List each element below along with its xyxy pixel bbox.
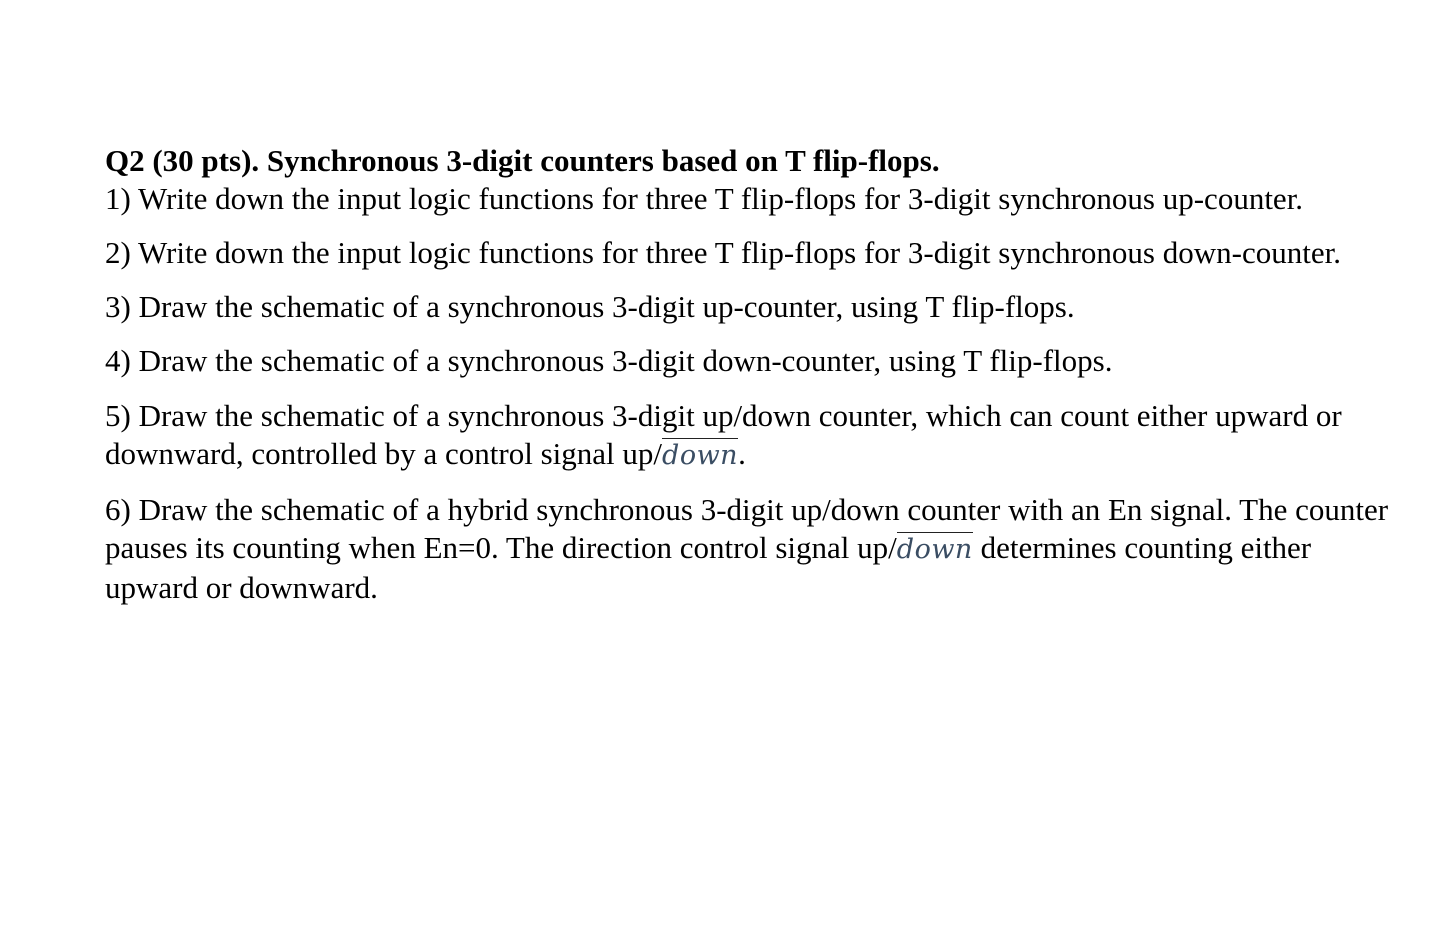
item-5-end: . xyxy=(738,436,746,471)
question-item-4: 4) Draw the schematic of a synchronous 3-digit down-counter, using T flip-flops. xyxy=(105,343,1113,378)
question-item-3: 3) Draw the schematic of a synchronous 3-digit up-counter, using T flip-flops. xyxy=(105,289,1075,324)
question-title: Q2 (30 pts). Synchronous 3-digit counters based on T flip-flops. xyxy=(105,143,940,178)
question-item-5 xyxy=(105,397,1405,475)
question-item-2: 2) Write down the input logic functions for three T flip-flops for 3-digit synchronous down-counter. xyxy=(105,235,1341,270)
down-signal-formula: down xyxy=(896,534,973,565)
question-document xyxy=(105,142,1405,623)
item-6-text: 6) Draw the schematic of a hybrid synchronous 3-digit up/down counter with an En signal. The counter pauses its counting when En=0. The direction control signal up/ xyxy=(105,492,1389,565)
item-5-text: 5) Draw the schematic of a synchronous 3-digit up/down counter, which can count either upward or downward, controlled by a control signal up/ xyxy=(105,398,1342,471)
question-item-1: 1) Write down the input logic functions for three T flip-flops for 3-digit synchronous up-counter. xyxy=(105,181,1304,216)
down-signal-formula: down xyxy=(662,440,739,471)
question-item-6 xyxy=(105,491,1405,607)
item-6-end: determines counting either upward or downward. xyxy=(105,530,1312,605)
